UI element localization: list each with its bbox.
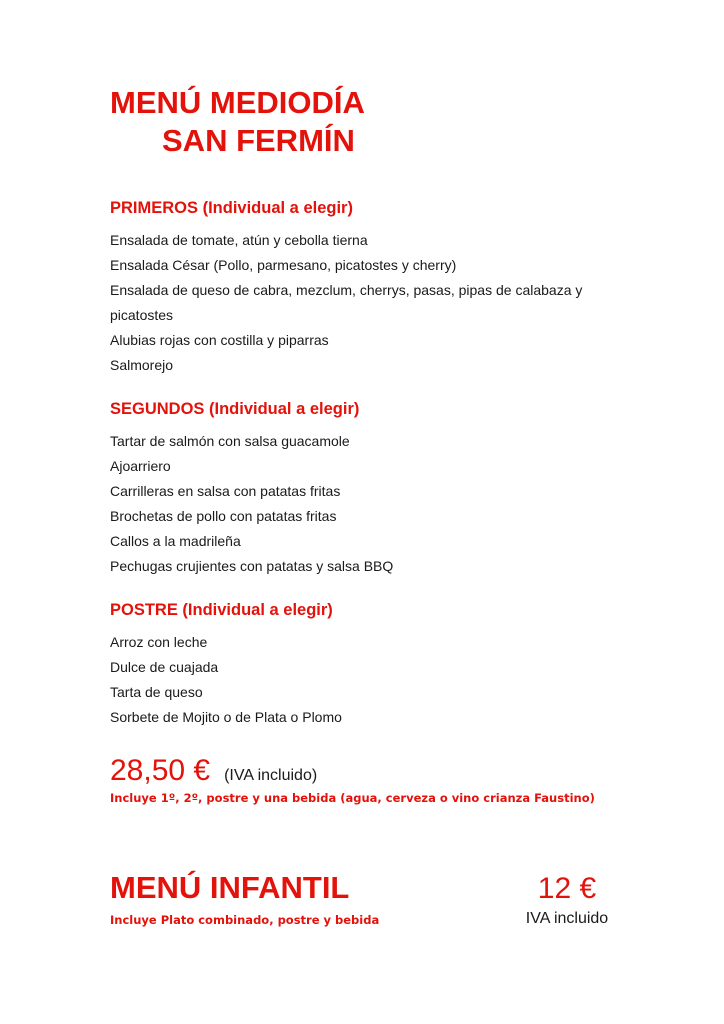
infantil-includes: Incluye Plato combinado, postre y bebida [110, 913, 380, 927]
menu-title-line2: SAN FERMÍN [162, 123, 355, 158]
menu-item: Tartar de salmón con salsa guacamole [110, 433, 350, 449]
infantil-price: 12 € [537, 872, 597, 905]
postre-list [110, 630, 630, 730]
menu-item: Ensalada César (Pollo, parmesano, picatostes y cherry) [110, 257, 457, 273]
section-heading-postre: POSTRE (Individual a elegir) [110, 601, 333, 619]
section-primeros [110, 198, 630, 378]
section-heading-segundos: SEGUNDOS (Individual a elegir) [110, 400, 360, 418]
menu-price: 28,50 € [110, 754, 211, 787]
menu-item: Ensalada de queso de cabra, mezclum, cherrys, pasas, pipas de calabaza y [110, 282, 583, 298]
infantil-title: MENÚ INFANTIL [110, 870, 350, 905]
menu-item: Ensalada de tomate, atún y cebolla tierna [110, 232, 368, 248]
menu-item: Pechugas crujientes con patatas y salsa BBQ [110, 558, 394, 574]
menu-title [110, 84, 365, 160]
iva-note: (IVA incluido) [224, 767, 318, 784]
menu-item: Salmorejo [110, 357, 174, 373]
price-block [110, 752, 630, 807]
menu-item: Alubias rojas con costilla y piparras [110, 332, 329, 348]
price-row [110, 752, 630, 790]
section-heading-primeros: PRIMEROS (Individual a elegir) [110, 199, 353, 217]
menu-item: Ajoarriero [110, 458, 171, 474]
primeros-list [110, 228, 630, 378]
menu-item: Tarta de queso [110, 684, 203, 700]
section-postre [110, 600, 630, 730]
infantil-iva-note: IVA incluido [525, 910, 609, 927]
menu-title-line1: MENÚ MEDIODÍA [110, 85, 365, 120]
menu-item: Dulce de cuajada [110, 659, 219, 675]
menu-item: Carrilleras en salsa con patatas fritas [110, 483, 341, 499]
menu-item: Arroz con leche [110, 634, 208, 650]
segundos-list [110, 429, 630, 579]
menu-item: Brochetas de pollo con patatas fritas [110, 508, 337, 524]
section-segundos [110, 399, 630, 579]
menu-item: Callos a la madrileña [110, 533, 241, 549]
price-includes: Incluye 1º, 2º, postre y una bebida (agua, cerveza o vino crianza Faustino) [110, 791, 595, 805]
menu-item: picatostes [110, 307, 174, 323]
menu-item: Sorbete de Mojito o de Plata o Plomo [110, 709, 342, 725]
